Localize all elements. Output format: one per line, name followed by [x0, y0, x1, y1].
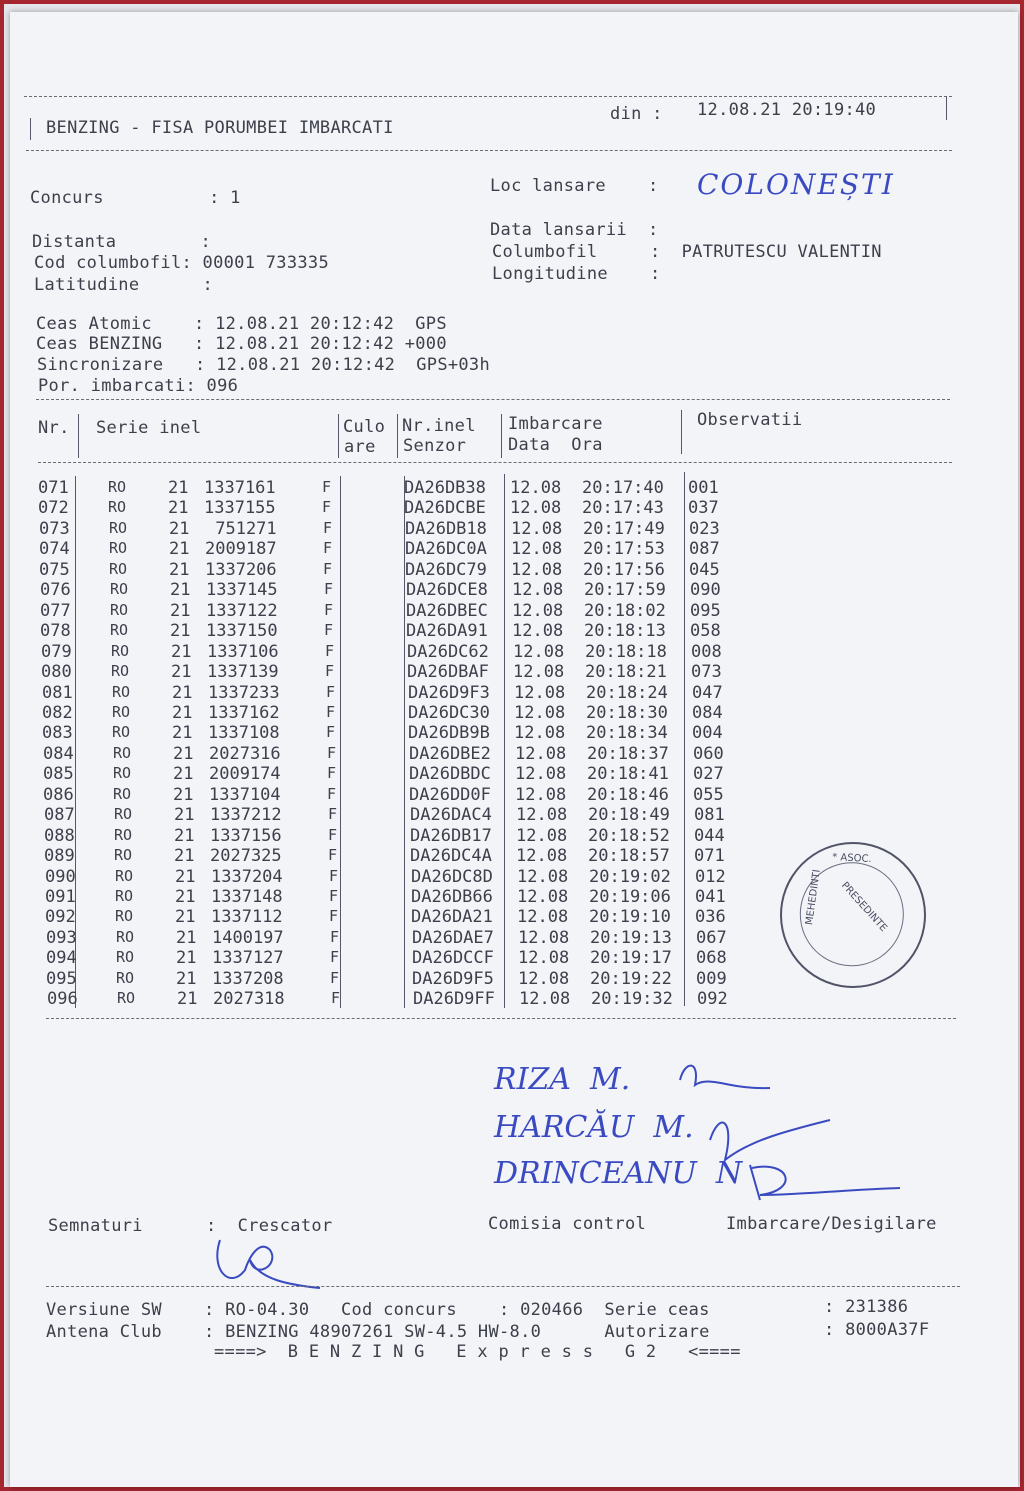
divider: [681, 410, 682, 454]
row-sex: F: [323, 559, 333, 578]
row-nr: 096: [47, 989, 78, 1010]
handwritten-name-1: RIZA M.: [494, 1062, 631, 1097]
serie-ceas-value: : 231386: [824, 1297, 909, 1317]
row-an: 21: [171, 662, 192, 683]
row-data: 12.08: [511, 518, 563, 539]
loc-lansare-handwritten: COLONEȘTI: [697, 168, 895, 201]
row-senzor: DA26DBDC: [409, 764, 491, 785]
row-senzor: DA26DBAF: [407, 662, 489, 683]
loc-lansare-label: Loc lansare :: [490, 176, 659, 196]
row-an: 21: [168, 498, 189, 519]
row-tara: RO: [112, 702, 131, 721]
row-data: 12.08: [513, 662, 565, 683]
row-inel: 751271: [205, 518, 277, 539]
row-senzor: DA26DB18: [405, 518, 487, 539]
row-an: 21: [171, 641, 192, 662]
row-nr: 089: [44, 846, 75, 867]
row-sex: F: [327, 764, 337, 783]
row-inel: 1337212: [210, 805, 282, 826]
row-an: 21: [169, 559, 190, 580]
row-data: 12.08: [517, 907, 569, 928]
row-senzor: DA26D9FF: [413, 989, 495, 1010]
porumbei-imbarcati-field: Por. imbarcati: 096: [38, 376, 239, 396]
row-an: 21: [175, 887, 196, 907]
row-tara: RO: [116, 927, 135, 946]
row-nr: 078: [40, 621, 71, 642]
signature-strokes: [640, 1050, 940, 1220]
row-ora: 20:17:43: [582, 498, 664, 519]
row-senzor: DA26DBE2: [409, 743, 491, 764]
row-nr: 077: [40, 600, 71, 621]
row-nr: 094: [46, 948, 77, 969]
row-ora: 20:18:18: [585, 641, 667, 662]
stamp-text: * ASOC.: [831, 851, 872, 866]
divider: [26, 150, 952, 151]
row-an: 21: [172, 702, 193, 723]
row-senzor: DA26DCCF: [412, 948, 494, 969]
distanta-field: Distanta :: [32, 232, 212, 252]
row-inel: 1337108: [208, 723, 280, 744]
row-data: 12.08: [518, 948, 570, 969]
row-tara: RO: [110, 580, 129, 599]
row-an: 21: [168, 478, 189, 498]
row-senzor: DA26DAE7: [412, 927, 494, 948]
row-sex: F: [329, 907, 339, 926]
row-observatii: 073: [691, 662, 722, 683]
row-senzor: DA26DCBE: [404, 498, 486, 519]
row-tara: RO: [115, 866, 134, 885]
row-senzor: DA26DC0A: [405, 539, 487, 560]
row-tara: RO: [115, 887, 134, 905]
row-data: 12.08: [510, 478, 562, 498]
row-senzor: DA26D9F5: [412, 968, 494, 989]
row-ora: 20:19:06: [589, 887, 671, 907]
din-label: din :: [610, 104, 663, 124]
divider: [684, 472, 685, 1006]
data-lansarii-field: Data lansarii :: [490, 220, 659, 240]
row-nr: 086: [43, 784, 74, 805]
row-an: 21: [176, 927, 197, 948]
row-nr: 090: [45, 866, 76, 887]
row-observatii: 095: [690, 600, 721, 621]
row-inel: 1337156: [210, 825, 282, 846]
row-sex: F: [328, 846, 338, 865]
row-inel: 1337139: [207, 662, 279, 683]
row-tara: RO: [109, 559, 128, 578]
antena-club-line: Antena Club : BENZING 48907261 SW-4.5 HW-8.0 Autorizare: [46, 1322, 710, 1342]
row-sex: F: [330, 948, 340, 967]
row-data: 12.08: [512, 621, 564, 642]
row-an: 21: [170, 600, 191, 621]
row-data: 12.08: [511, 559, 563, 580]
row-observatii: 008: [691, 641, 722, 662]
row-data: 12.08: [517, 866, 569, 887]
row-nr: 076: [40, 580, 71, 601]
din-timestamp: 12.08.21 20:19:40: [697, 100, 877, 120]
row-tara: RO: [108, 478, 127, 496]
row-data: 12.08: [516, 805, 568, 826]
row-ora: 20:18:52: [588, 825, 670, 846]
row-inel: 1337206: [205, 559, 277, 580]
row-observatii: 092: [697, 989, 728, 1010]
row-an: 21: [176, 948, 197, 969]
row-senzor: DA26D9F3: [408, 682, 490, 703]
row-data: 12.08: [513, 641, 565, 662]
row-ora: 20:17:59: [584, 580, 666, 601]
columbofil-field: Columbofil : PATRUTESCU VALENTIN: [492, 242, 882, 262]
row-tara: RO: [116, 948, 135, 967]
row-tara: RO: [112, 682, 131, 701]
longitudine-field: Longitudine :: [492, 264, 661, 284]
row-an: 21: [172, 723, 193, 744]
row-sex: F: [325, 662, 335, 681]
row-ora: 20:17:40: [582, 478, 664, 498]
stamp-text: PRESEDINTE: [838, 880, 889, 934]
row-an: 21: [176, 968, 197, 989]
col-header-imbarcare-2: Data Ora: [508, 435, 603, 455]
row-inel: 1337150: [206, 621, 278, 642]
row-sex: F: [328, 825, 338, 844]
sincronizare-field: Sincronizare : 12.08.21 20:12:42 GPS+03h: [37, 355, 490, 375]
semnaturi-label: Semnaturi : Crescator: [48, 1216, 333, 1236]
row-sex: F: [326, 702, 336, 721]
row-inel: 1337233: [208, 682, 280, 703]
comisia-control-label: Comisia control: [488, 1214, 647, 1234]
col-header-culoare-1: Culo: [343, 417, 386, 437]
row-data: 12.08: [510, 498, 562, 519]
row-data: 12.08: [514, 723, 566, 744]
row-inel: 2027318: [213, 989, 285, 1010]
row-observatii: 004: [692, 723, 723, 744]
row-an: 21: [173, 764, 194, 785]
row-senzor: DA26DC62: [407, 641, 489, 662]
row-tara: RO: [108, 498, 127, 517]
row-ora: 20:17:49: [583, 518, 665, 539]
row-an: 21: [173, 743, 194, 764]
row-senzor: DA26DCE8: [406, 580, 488, 601]
benzing-express-banner: ====> B E N Z I N G E x p r e s s G 2 <====: [214, 1342, 741, 1362]
row-tara: RO: [117, 989, 136, 1008]
row-an: 21: [175, 866, 196, 887]
row-sex: F: [325, 641, 335, 660]
row-observatii: 068: [696, 948, 727, 969]
row-tara: RO: [114, 825, 133, 844]
row-inel: 1337112: [211, 907, 283, 928]
row-an: 21: [174, 846, 195, 867]
row-nr: 084: [43, 743, 74, 764]
row-ora: 20:18:49: [588, 805, 670, 826]
row-ora: 20:18:02: [584, 600, 666, 621]
row-data: 12.08: [516, 825, 568, 846]
row-an: 21: [169, 518, 190, 539]
row-data: 12.08: [512, 600, 564, 621]
row-inel: 1337155: [204, 498, 276, 519]
row-nr: 080: [41, 662, 72, 683]
row-inel: 1337204: [211, 866, 283, 887]
divider: [504, 474, 505, 1008]
row-inel: 1337106: [207, 641, 279, 662]
row-nr: 083: [42, 723, 73, 744]
row-ora: 20:18:24: [586, 682, 668, 703]
divider: [397, 414, 398, 458]
autorizare-value: : 8000A37F: [824, 1320, 930, 1340]
row-observatii: 087: [689, 539, 720, 560]
row-senzor: DA26DC4A: [410, 846, 492, 867]
row-tara: RO: [111, 641, 130, 660]
row-nr: 071: [38, 478, 69, 498]
row-data: 12.08: [514, 682, 566, 703]
row-an: 21: [174, 805, 195, 826]
row-tara: RO: [113, 743, 132, 762]
row-observatii: 009: [696, 968, 727, 989]
row-nr: 082: [42, 702, 73, 723]
row-senzor: DA26DC79: [405, 559, 487, 580]
row-sex: F: [326, 723, 336, 742]
row-senzor: DA26DB17: [410, 825, 492, 846]
row-nr: 074: [39, 539, 70, 560]
cod-columbofil-field: Cod columbofil: 00001 733335: [34, 253, 329, 273]
row-observatii: 067: [696, 927, 727, 948]
row-observatii: 047: [692, 682, 723, 703]
row-ora: 20:18:21: [585, 662, 667, 683]
row-senzor: DA26DBEC: [406, 600, 488, 621]
concurs-field: Concurs : 1: [30, 188, 241, 208]
divider: [36, 399, 950, 400]
row-inel: 2027316: [209, 743, 281, 764]
row-an: 21: [170, 580, 191, 601]
row-ora: 20:19:13: [590, 927, 672, 948]
row-senzor: DA26DA21: [411, 907, 493, 928]
row-nr: 072: [38, 498, 69, 519]
document-title: BENZING - FISA PORUMBEI IMBARCATI: [46, 118, 394, 138]
col-header-culoare-2: are: [344, 437, 376, 457]
row-sex: F: [330, 968, 340, 987]
divider: [340, 476, 341, 1008]
row-sex: F: [324, 621, 334, 640]
row-inel: 1337162: [208, 702, 280, 723]
row-ora: 20:19:10: [589, 907, 671, 928]
row-senzor: DA26DC30: [408, 702, 490, 723]
row-observatii: 071: [694, 846, 725, 867]
row-data: 12.08: [515, 764, 567, 785]
versiune-sw-line: Versiune SW : RO-04.30 Cod concurs : 020466 Serie ceas: [46, 1300, 710, 1320]
row-ora: 20:18:46: [587, 784, 669, 805]
row-nr: 087: [44, 805, 75, 826]
row-inel: 1337145: [206, 580, 278, 601]
divider: [78, 414, 79, 458]
row-observatii: 037: [688, 498, 719, 519]
row-senzor: DA26DB66: [411, 887, 493, 907]
row-inel: 1337127: [212, 948, 284, 969]
row-tara: RO: [109, 539, 128, 558]
row-sex: F: [324, 600, 334, 619]
row-ora: 20:19:17: [590, 948, 672, 969]
divider: [24, 96, 952, 97]
row-data: 12.08: [519, 989, 571, 1010]
row-observatii: 090: [690, 580, 721, 601]
divider: [946, 96, 947, 120]
row-ora: 20:18:57: [588, 846, 670, 867]
row-sex: F: [328, 805, 338, 824]
row-tara: RO: [115, 907, 134, 926]
row-an: 21: [174, 825, 195, 846]
col-header-nr: Nr.: [38, 418, 70, 438]
row-an: 21: [169, 539, 190, 560]
row-observatii: 027: [693, 764, 724, 785]
row-ora: 20:19:22: [590, 968, 672, 989]
row-nr: 075: [39, 559, 70, 580]
divider: [46, 1286, 960, 1287]
row-senzor: DA26DB38: [404, 478, 486, 498]
col-header-nrinel-2: Senzor: [403, 436, 467, 456]
row-an: 21: [177, 989, 198, 1010]
row-inel: 1337148: [211, 887, 283, 907]
col-header-observatii: Observatii: [697, 410, 803, 430]
crescator-signature: [200, 1230, 330, 1300]
row-tara: RO: [110, 600, 129, 619]
row-tara: RO: [116, 968, 135, 987]
row-senzor: DA26DA91: [406, 621, 488, 642]
handwritten-name-2: HARCĂU M.: [494, 1110, 694, 1145]
row-observatii: 081: [694, 805, 725, 826]
row-observatii: 012: [695, 866, 726, 887]
row-nr: 091: [45, 887, 76, 907]
row-tara: RO: [111, 662, 130, 681]
row-data: 12.08: [518, 968, 570, 989]
row-data: 12.08: [516, 846, 568, 867]
row-tara: RO: [110, 621, 129, 640]
row-observatii: 036: [695, 907, 726, 928]
row-sex: F: [331, 989, 341, 1008]
row-sex: F: [329, 887, 339, 905]
row-ora: 20:18:41: [587, 764, 669, 785]
row-sex: F: [323, 518, 333, 537]
row-observatii: 058: [690, 621, 721, 642]
row-nr: 088: [44, 825, 75, 846]
row-data: 12.08: [514, 702, 566, 723]
row-inel: 1337161: [204, 478, 276, 498]
row-inel: 1337122: [206, 600, 278, 621]
row-senzor: DA26DC8D: [411, 866, 493, 887]
row-sex: F: [323, 539, 333, 558]
row-nr: 081: [42, 682, 73, 703]
row-data: 12.08: [512, 580, 564, 601]
divider: [338, 414, 339, 458]
row-ora: 20:18:30: [586, 702, 668, 723]
row-ora: 20:19:02: [589, 866, 671, 887]
col-header-nrinel-1: Nr.inel: [402, 416, 476, 436]
imbarcare-desigilare-label: Imbarcare/Desigilare: [726, 1214, 937, 1234]
row-sex: F: [327, 743, 337, 762]
row-ora: 20:19:32: [591, 989, 673, 1010]
row-sex: F: [322, 498, 332, 517]
row-data: 12.08: [517, 887, 569, 907]
row-ora: 20:17:53: [583, 539, 665, 560]
row-observatii: 055: [693, 784, 724, 805]
row-observatii: 084: [692, 702, 723, 723]
row-an: 21: [170, 621, 191, 642]
row-senzor: DA26DD0F: [409, 784, 491, 805]
row-tara: RO: [112, 723, 131, 742]
row-nr: 092: [45, 907, 76, 928]
row-ora: 20:18:37: [587, 743, 669, 764]
divider: [501, 414, 502, 458]
row-tara: RO: [113, 784, 132, 803]
stamp-text: MEHEDINTI: [804, 868, 823, 926]
row-sex: F: [322, 478, 332, 496]
row-inel: 2009174: [209, 764, 281, 785]
row-tara: RO: [114, 805, 133, 824]
row-senzor: DA26DB9B: [408, 723, 490, 744]
row-observatii: 045: [689, 559, 720, 580]
row-inel: 1337208: [212, 968, 284, 989]
row-sex: F: [326, 682, 336, 701]
row-nr: 085: [43, 764, 74, 785]
row-inel: 1337104: [209, 784, 281, 805]
row-observatii: 001: [688, 478, 719, 498]
row-nr: 093: [46, 927, 77, 948]
row-sex: F: [327, 784, 337, 803]
row-inel: 2009187: [205, 539, 277, 560]
row-tara: RO: [113, 764, 132, 783]
row-data: 12.08: [518, 927, 570, 948]
divider: [38, 462, 952, 463]
ceas-benzing-field: Ceas BENZING : 12.08.21 20:12:42 +000: [36, 334, 447, 354]
handwritten-name-3: DRINCEANU N: [494, 1156, 743, 1191]
row-observatii: 044: [694, 825, 725, 846]
row-an: 21: [173, 784, 194, 805]
row-an: 21: [175, 907, 196, 928]
row-tara: RO: [109, 518, 128, 537]
col-header-serie: Serie inel: [96, 418, 202, 438]
row-senzor: DA26DAC4: [410, 805, 492, 826]
row-an: 21: [172, 682, 193, 703]
row-ora: 20:18:13: [584, 621, 666, 642]
row-nr: 095: [46, 968, 77, 989]
row-tara: RO: [114, 846, 133, 865]
row-nr: 073: [39, 518, 70, 539]
row-data: 12.08: [515, 784, 567, 805]
latitudine-field: Latitudine :: [34, 275, 214, 295]
row-inel: 2027325: [210, 846, 282, 867]
row-ora: 20:18:34: [586, 723, 668, 744]
row-sex: F: [324, 580, 334, 599]
row-observatii: 060: [693, 743, 724, 764]
row-data: 12.08: [515, 743, 567, 764]
row-data: 12.08: [511, 539, 563, 560]
row-observatii: 023: [689, 518, 720, 539]
row-inel: 1400197: [212, 927, 284, 948]
divider: [46, 1018, 956, 1019]
row-sex: F: [330, 927, 340, 946]
col-header-imbarcare-1: Imbarcare: [508, 414, 603, 434]
divider: [30, 118, 31, 140]
row-sex: F: [329, 866, 339, 885]
ceas-atomic-field: Ceas Atomic : 12.08.21 20:12:42 GPS: [36, 314, 447, 334]
row-nr: 079: [41, 641, 72, 662]
row-ora: 20:17:56: [583, 559, 665, 580]
row-observatii: 041: [695, 887, 726, 907]
